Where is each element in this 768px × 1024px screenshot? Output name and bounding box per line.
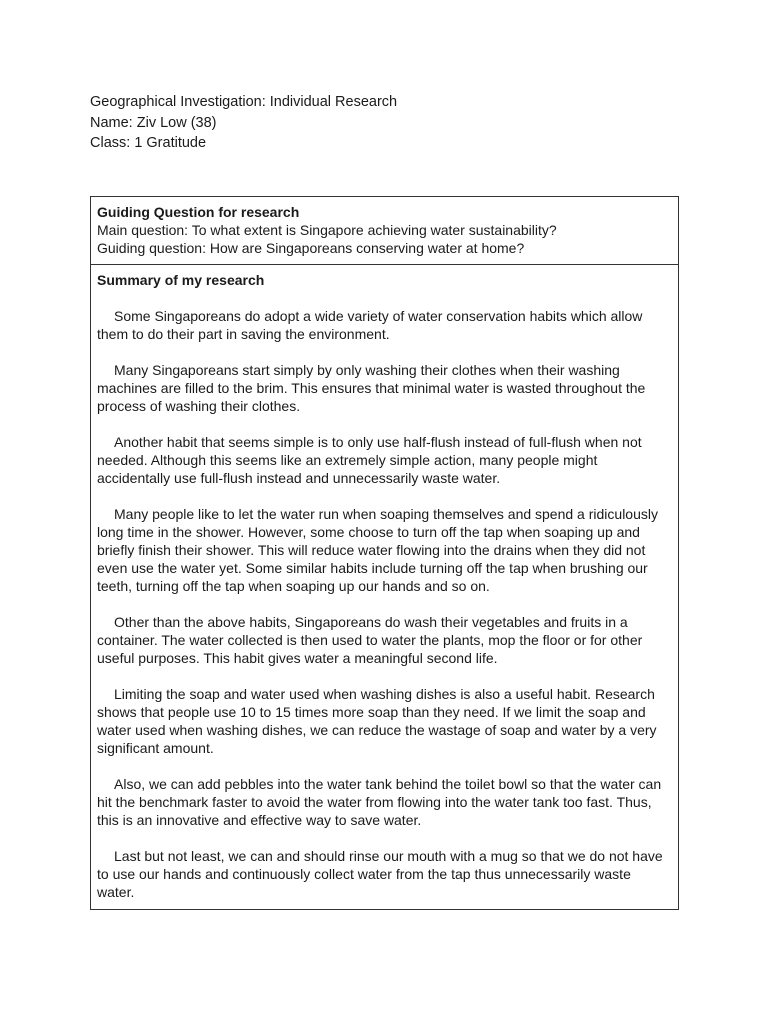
- summary-paragraph: Other than the above habits, Singaporeans do wash their vegetables and fruits in a container. The water collected is then used to water the plants, mop the floor or for other useful purposes. This habit gives water a meaningful second life.: [97, 614, 643, 666]
- summary-paragraph: Many Singaporeans start simply by only washing their clothes when their washing machines are filled to the brim. This ensures that minimal water is wasted throughout the process of washing their clothes.: [97, 362, 646, 414]
- summary-paragraph: Another habit that seems simple is to only use half-flush instead of full-flush when not needed. Although this seems like an extremely simple action, many people might accidentally use full-flush instead and unnecessarily waste water.: [97, 434, 642, 486]
- document-header: [90, 92, 397, 154]
- summary-paragraph: Also, we can add pebbles into the water tank behind the toilet bowl so that the water can hit the benchmark faster to avoid the water from flowing into the water tank too fast. Thus, this is an innovative and effective way to save water.: [97, 776, 662, 828]
- summary-paragraph: Limiting the soap and water used when washing dishes is also a useful habit. Research shows that people use 10 to 15 times more soap than they need. If we limit the soap and water used when washing dishes, we can reduce the wastage of soap and water by a very significant amount.: [97, 686, 657, 756]
- student-name: Name: Ziv Low (38): [90, 114, 217, 131]
- assignment-title: Geographical Investigation: Individual Research: [90, 94, 398, 110]
- guiding-question-heading: Guiding Question for research: [97, 204, 300, 220]
- guiding-question: Guiding question: How are Singaporeans conserving water at home?: [97, 240, 525, 256]
- main-question: Main question: To what extent is Singapore achieving water sustainability?: [97, 222, 557, 238]
- summary-paragraph: Many people like to let the water run when soaping themselves and spend a ridiculously long time in the shower. However, some choose to turn off the tap when soaping up and briefly finish their shower. This will reduce water flowing into the drains when they did not even use the water yet. Some similar habits include turning off the tap when brushing our teeth, turning off the tap when soaping up our hands and so on.: [97, 506, 658, 594]
- summary-cell: [91, 265, 678, 909]
- guiding-question-cell: [91, 197, 678, 265]
- summary-paragraph: Some Singaporeans do adopt a wide variety of water conservation habits which allow them to do their part in saving the environment.: [97, 308, 643, 342]
- research-table: [90, 196, 679, 910]
- summary-paragraph: Last but not least, we can and should rinse our mouth with a mug so that we do not have to use our hands and continuously collect water from the tap thus unnecessarily waste water.: [97, 848, 663, 900]
- student-class: Class: 1 Gratitude: [90, 135, 207, 151]
- summary-heading: Summary of my research: [97, 272, 265, 288]
